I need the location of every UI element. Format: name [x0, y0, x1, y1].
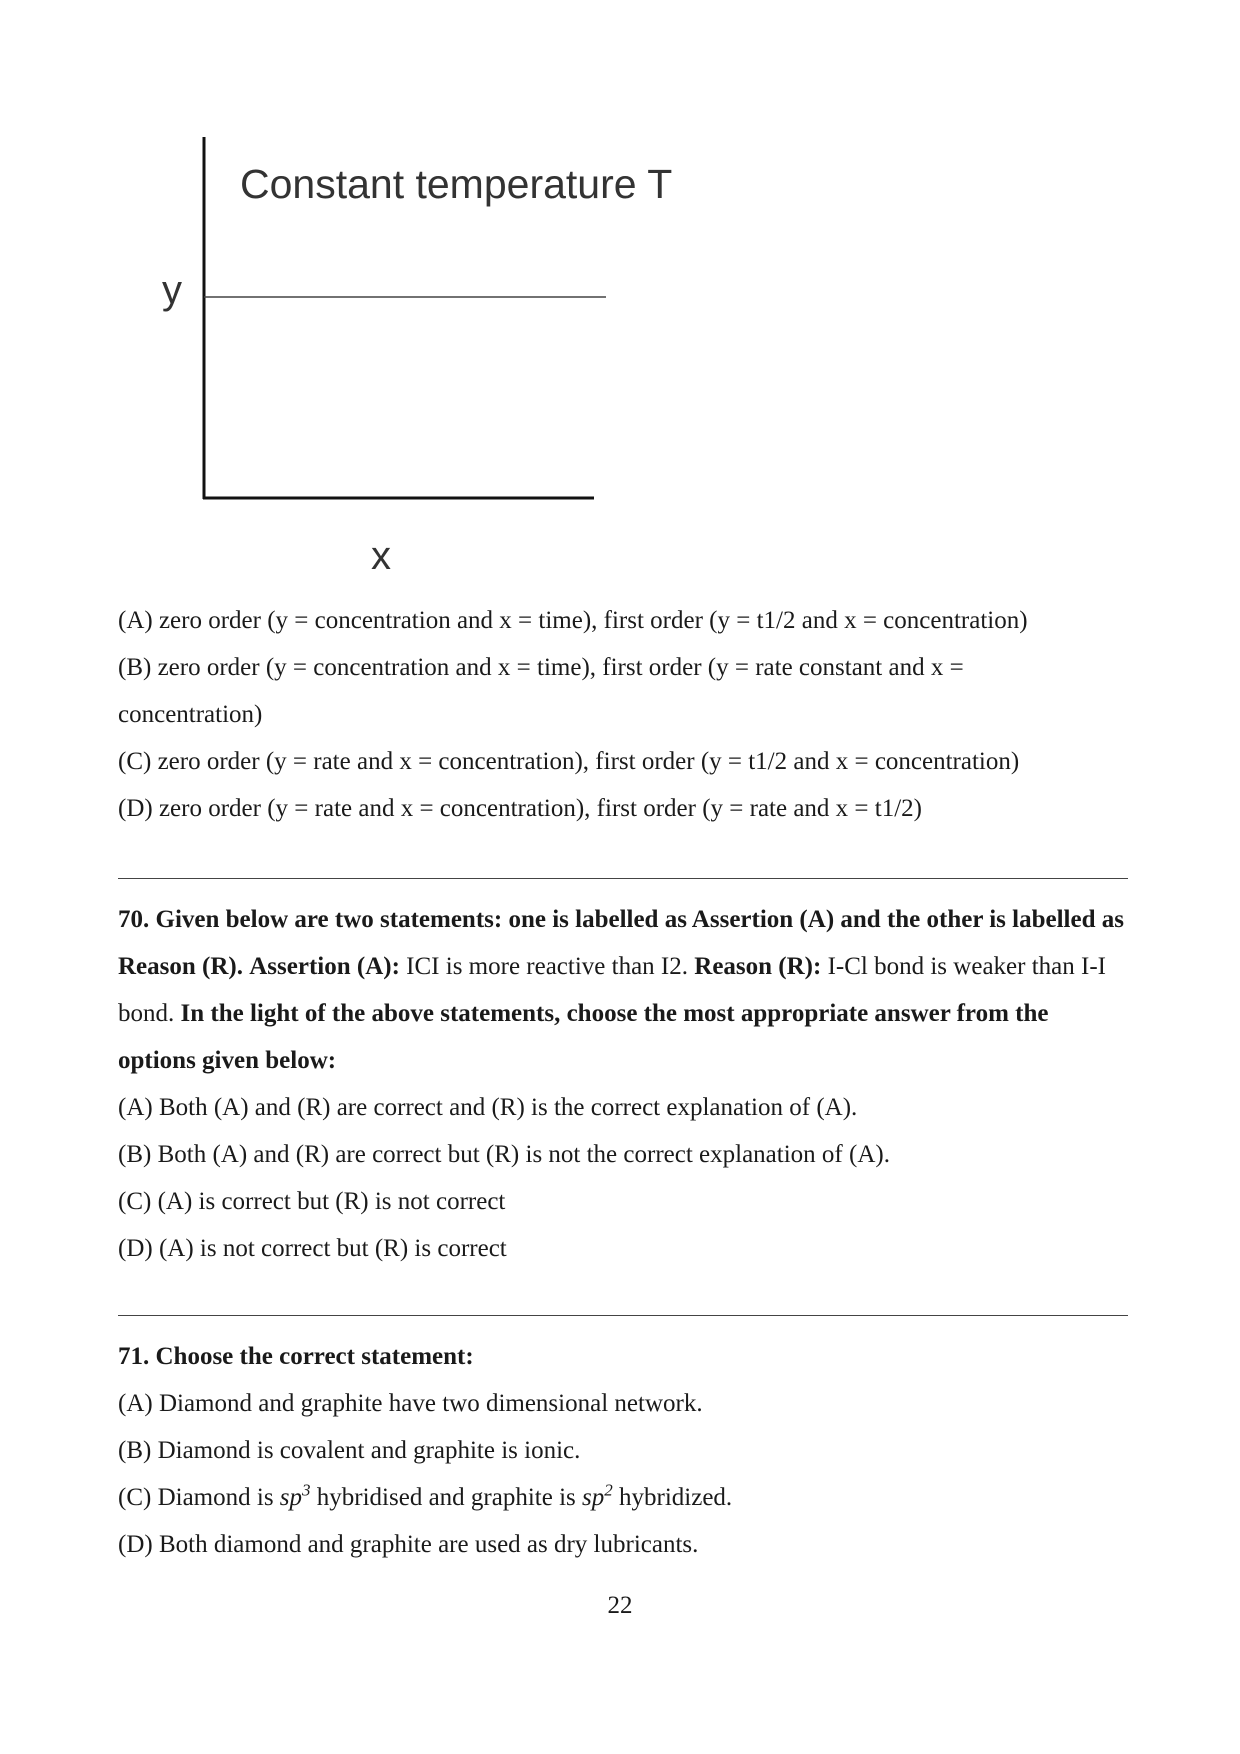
q71-option-c [118, 1474, 1128, 1521]
q69-option-b: (B) zero order (y = concentration and x = time), first order (y = rate constant and x = concentration) [118, 654, 964, 728]
y-axis-label: y [162, 268, 182, 312]
divider [118, 878, 1128, 879]
q70-option-a: (A) Both (A) and (R) are correct and (R) is the correct explanation of (A). [118, 1094, 858, 1121]
q69-option-c: (C) zero order (y = rate and x = concentration), first order (y = t1/2 and x = concentration) [118, 748, 1020, 775]
sp3-term [279, 1480, 311, 1511]
graph-title: Constant temperature T [240, 161, 673, 207]
q71-option-c-mid: hybridised and graphite is [316, 1484, 576, 1511]
x-axis-label: x [371, 534, 391, 578]
reason-text: I-Cl bond is weaker than I-I bond. [118, 953, 1106, 1027]
question-70 [118, 896, 1128, 1272]
sp2-exponent: 2 [604, 1480, 613, 1500]
sp2-term [582, 1480, 613, 1511]
assertion-text: ICI is more reactive than I2. [406, 953, 689, 980]
q70-stem [118, 896, 1128, 1084]
question-69-options [118, 597, 1128, 832]
q69-option-a: (A) zero order (y = concentration and x = time), first order (y = t1/2 and x = concentration) [118, 607, 1028, 634]
q71-option-c-suffix: hybridized. [619, 1484, 733, 1511]
q70-instruction: In the light of the above statements, choose the most appropriate answer from the options given below: [118, 1000, 1049, 1074]
q70-option-d: (D) (A) is not correct but (R) is correct [118, 1235, 507, 1262]
divider [118, 1315, 1128, 1316]
q71-option-c-prefix: (C) Diamond is [118, 1484, 274, 1511]
q71-option-b: (B) Diamond is covalent and graphite is ionic. [118, 1437, 581, 1464]
q71-stem-text: 71. Choose the correct statement: [118, 1343, 474, 1370]
q69-option-d: (D) zero order (y = rate and x = concentration), first order (y = rate and x = t1/2) [118, 795, 922, 822]
q70-option-b: (B) Both (A) and (R) are correct but (R) is not the correct explanation of (A). [118, 1141, 890, 1168]
q71-stem [118, 1333, 1128, 1380]
question-71 [118, 1333, 1128, 1568]
sp-symbol: sp [582, 1484, 605, 1511]
sp-symbol: sp [279, 1484, 303, 1511]
assertion-label: Assertion (A): [249, 953, 400, 980]
q70-option-c: (C) (A) is correct but (R) is not correct [118, 1188, 506, 1215]
sp3-exponent: 3 [302, 1480, 311, 1500]
q71-option-d: (D) Both diamond and graphite are used as dry lubricants. [118, 1531, 699, 1558]
q71-option-a: (A) Diamond and graphite have two dimensional network. [118, 1390, 703, 1417]
reason-label: Reason (R): [694, 953, 822, 980]
page-number: 22 [607, 1592, 633, 1619]
q70-stem-bold: 70. Given below are two statements: one is labelled as Assertion (A) and the other is labelled as Reason (R). [118, 906, 1124, 980]
rate-graph [0, 0, 1240, 600]
